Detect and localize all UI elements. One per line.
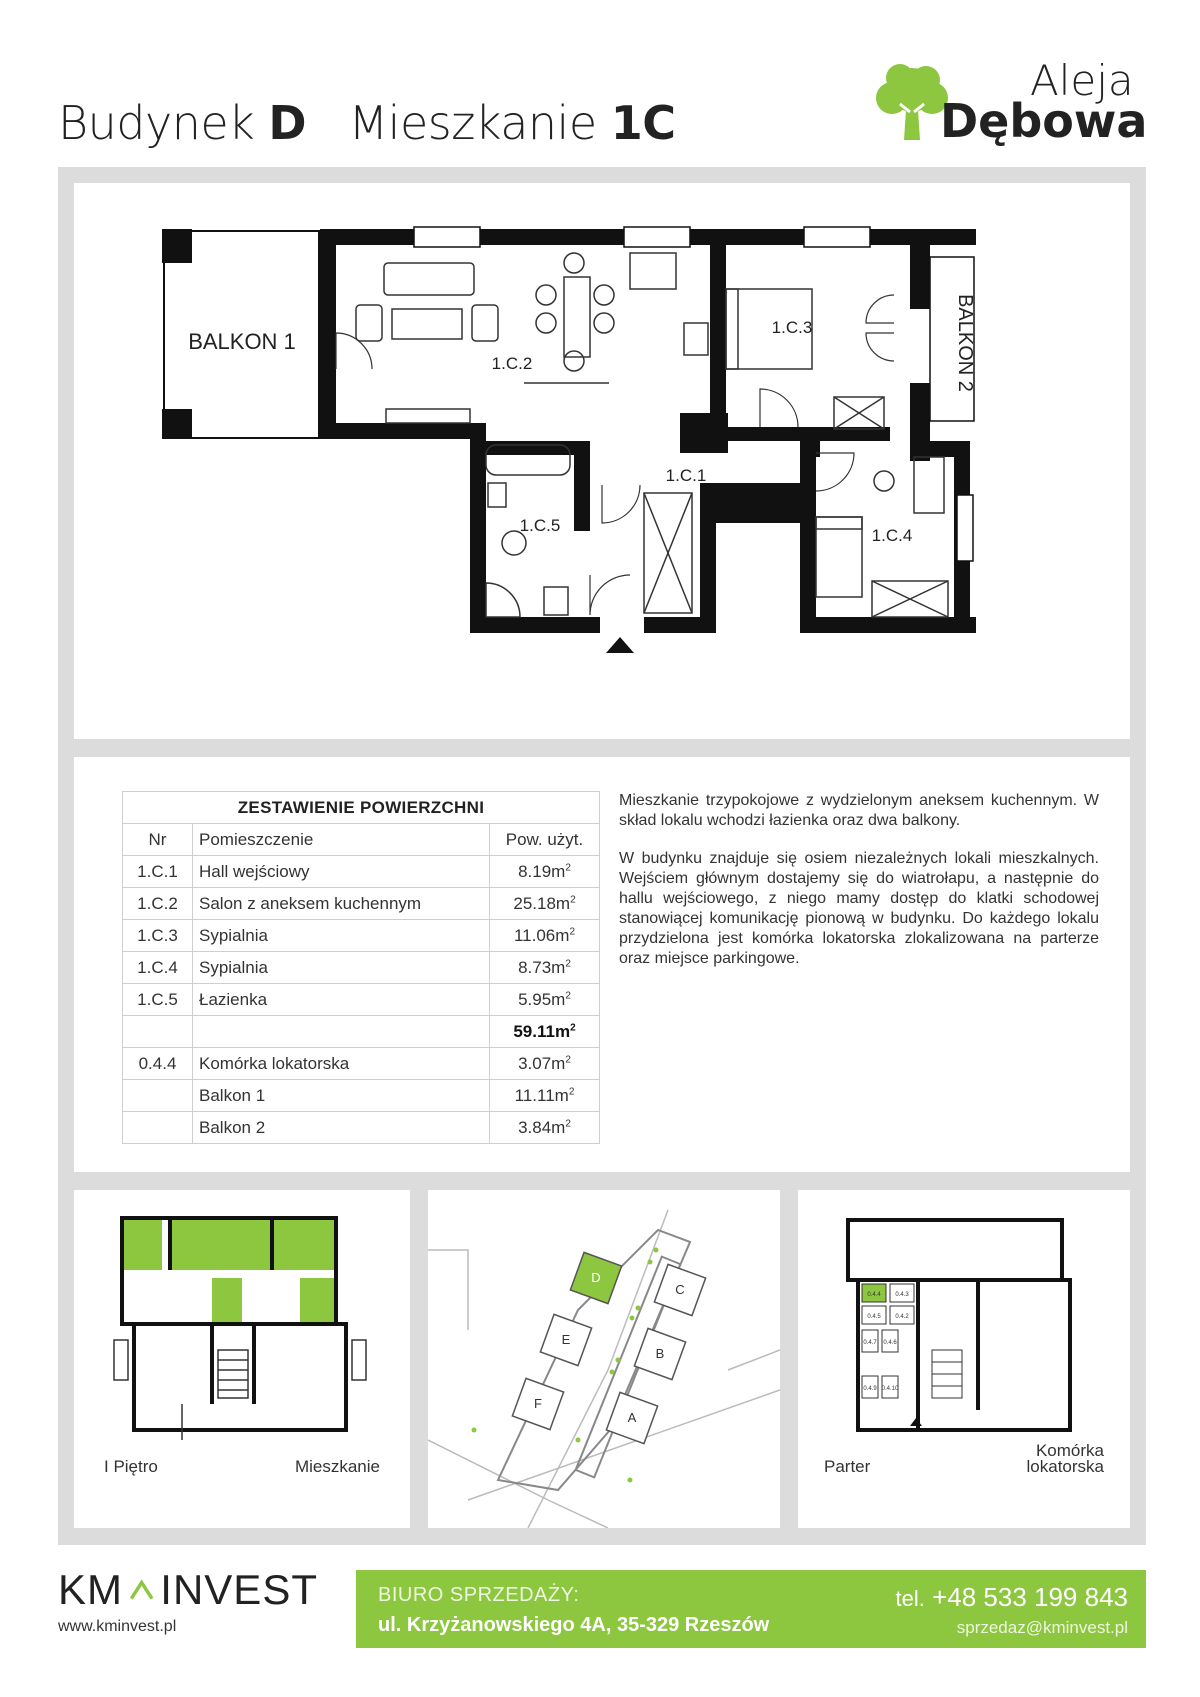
- building-c-label: C: [675, 1282, 685, 1297]
- row-name: Sypialnia: [193, 952, 490, 984]
- building-e-label: E: [561, 1332, 571, 1347]
- row-nr: [123, 1112, 193, 1144]
- label-1c5: 1.C.5: [519, 516, 561, 535]
- row-area: $8.73m^2$: [490, 952, 600, 984]
- table-row: [123, 920, 600, 952]
- table-row: [123, 888, 600, 920]
- ground-right-label-1: Komórka: [1035, 1441, 1104, 1460]
- floor1-plan: [74, 1190, 410, 1528]
- sales-office-address: ul. Krzyżanowskiego 4A, 35-329 Rzeszów: [378, 1614, 770, 1636]
- total-row: [123, 1016, 600, 1048]
- building-f-label: F: [534, 1396, 542, 1411]
- aleja-debowa-logo: [870, 56, 1155, 146]
- area-table-title: ZESTAWIENIE POWIERZCHNI: [123, 792, 600, 824]
- apartment-id: 1C: [610, 96, 676, 150]
- ground-left-label: Parter: [824, 1457, 871, 1476]
- floor-plan-panel: [74, 183, 1130, 739]
- floor-plan: [74, 183, 1130, 739]
- entrance-marker: [606, 637, 634, 653]
- header-nr: Nr: [123, 824, 193, 856]
- header-area: Pow. użyt.: [490, 824, 600, 856]
- row-area: $25.18m^2$: [490, 888, 600, 920]
- table-row: [123, 1048, 600, 1080]
- header-room: Pomieszczenie: [193, 824, 490, 856]
- floor1-plan-panel: [74, 1190, 410, 1528]
- row-name: Łazienka: [193, 984, 490, 1016]
- label-balkon2: BALKON 2: [954, 294, 976, 392]
- cell-0-4-5: 0.4.5: [867, 1314, 881, 1320]
- cell-0-4-7: 0.4.7: [863, 1340, 877, 1346]
- row-area: $3.07m^2$: [490, 1048, 600, 1080]
- brand-left: KM: [58, 1566, 123, 1613]
- label-1c2: 1.C.2: [491, 354, 533, 373]
- apartment-description: [619, 791, 1099, 987]
- page-title: [58, 96, 676, 150]
- row-nr: 1.C.1: [123, 856, 193, 888]
- tel-prefix: tel.: [895, 1586, 925, 1611]
- label-1c4: 1.C.4: [871, 526, 913, 545]
- table-row: [123, 1112, 600, 1144]
- row-name: Hall wejściowy: [193, 856, 490, 888]
- house-roof-icon: [129, 1571, 154, 1609]
- row-area: $3.84m^2$: [490, 1112, 600, 1144]
- brand-right: INVEST: [160, 1566, 318, 1613]
- description-paragraph-2: W budynku znajduje się osiem niezależnych lokali mieszkalnych. Wejściem głównym dostajemy się do wiatrołapu, a następnie do hallu wejściowego, z niego mamy dostęp do klatki schodowej stanowiącej komunikację pionową w budynku. Do każdego lokalu przydzielona jest komórka lokatorska zlokalizowana na parterze oraz miejsce parkingowe.: [619, 850, 1099, 967]
- label-1c1: 1.C.1: [665, 466, 707, 485]
- label-1c3: 1.C.3: [771, 318, 813, 337]
- building-a-label: A: [627, 1410, 637, 1425]
- ground-floor-plan-panel: [798, 1190, 1130, 1528]
- floor1-left-label: I Piętro: [104, 1457, 158, 1476]
- building-d-label: D: [591, 1270, 601, 1285]
- cell-0-4-2: 0.4.2: [895, 1314, 909, 1320]
- sales-office-label: BIURO SPRZEDAŻY:: [378, 1584, 580, 1606]
- logo-line1: Aleja: [1030, 56, 1134, 105]
- table-row: [123, 984, 600, 1016]
- area-summary-panel: [74, 757, 1130, 1172]
- table-row: [123, 856, 600, 888]
- email-link[interactable]: sprzedaz@kminvest.pl: [956, 1618, 1128, 1637]
- row-name: Balkon 2: [193, 1112, 490, 1144]
- row-name: Salon z aneksem kuchennym: [193, 888, 490, 920]
- total-area: $59.11m^2$: [490, 1016, 600, 1048]
- row-nr: 1.C.5: [123, 984, 193, 1016]
- row-name: Sypialnia: [193, 920, 490, 952]
- content-frame: [58, 167, 1146, 1545]
- description-paragraph-1: Mieszkanie trzypokojowe z wydzielonym aneksem kuchennym. W skład lokalu wchodzi łazienka oraz dwa balkony.: [619, 792, 1099, 829]
- row-nr: 0.4.4: [123, 1048, 193, 1080]
- row-area: $11.06m^2$: [490, 920, 600, 952]
- table-row: [123, 952, 600, 984]
- cell-0-4-3: 0.4.3: [895, 1292, 909, 1298]
- cell-0-4-10: 0.4.10: [881, 1386, 899, 1392]
- row-nr: [123, 1080, 193, 1112]
- site-map-panel: [428, 1190, 780, 1528]
- row-nr: 1.C.2: [123, 888, 193, 920]
- building-label: Budynek: [58, 96, 255, 150]
- row-nr: 1.C.3: [123, 920, 193, 952]
- building-b-label: B: [655, 1346, 665, 1361]
- row-area: $8.19m^2$: [490, 856, 600, 888]
- cell-0-4-6: 0.4.6: [883, 1340, 897, 1346]
- apartment-label: Mieszkanie: [348, 96, 597, 150]
- website-link[interactable]: www.kminvest.pl: [58, 1618, 177, 1635]
- ground-floor-plan: [798, 1190, 1130, 1528]
- area-table: [122, 791, 600, 1144]
- row-area: $11.11m^2$: [490, 1080, 600, 1112]
- row-name: Komórka lokatorska: [193, 1048, 490, 1080]
- label-balkon1: BALKON 1: [188, 329, 296, 354]
- ground-right-label-2: lokatorska: [1026, 1457, 1104, 1476]
- row-nr: 1.C.4: [123, 952, 193, 984]
- cell-0-4-4: 0.4.4: [867, 1292, 881, 1298]
- logo-line2: Dębowa: [940, 94, 1148, 148]
- phone-number[interactable]: [895, 1582, 1128, 1613]
- tel-value: +48 533 199 843: [932, 1582, 1128, 1612]
- floor1-right-label: Mieszkanie: [294, 1457, 380, 1476]
- site-map: [428, 1190, 780, 1528]
- cell-0-4-9: 0.4.9: [863, 1386, 877, 1392]
- table-row: [123, 1080, 600, 1112]
- row-name: Balkon 1: [193, 1080, 490, 1112]
- contact-bar: [356, 1570, 1146, 1648]
- km-invest-logo: [58, 1566, 318, 1646]
- building-id: D: [268, 96, 307, 150]
- row-area: $5.95m^2$: [490, 984, 600, 1016]
